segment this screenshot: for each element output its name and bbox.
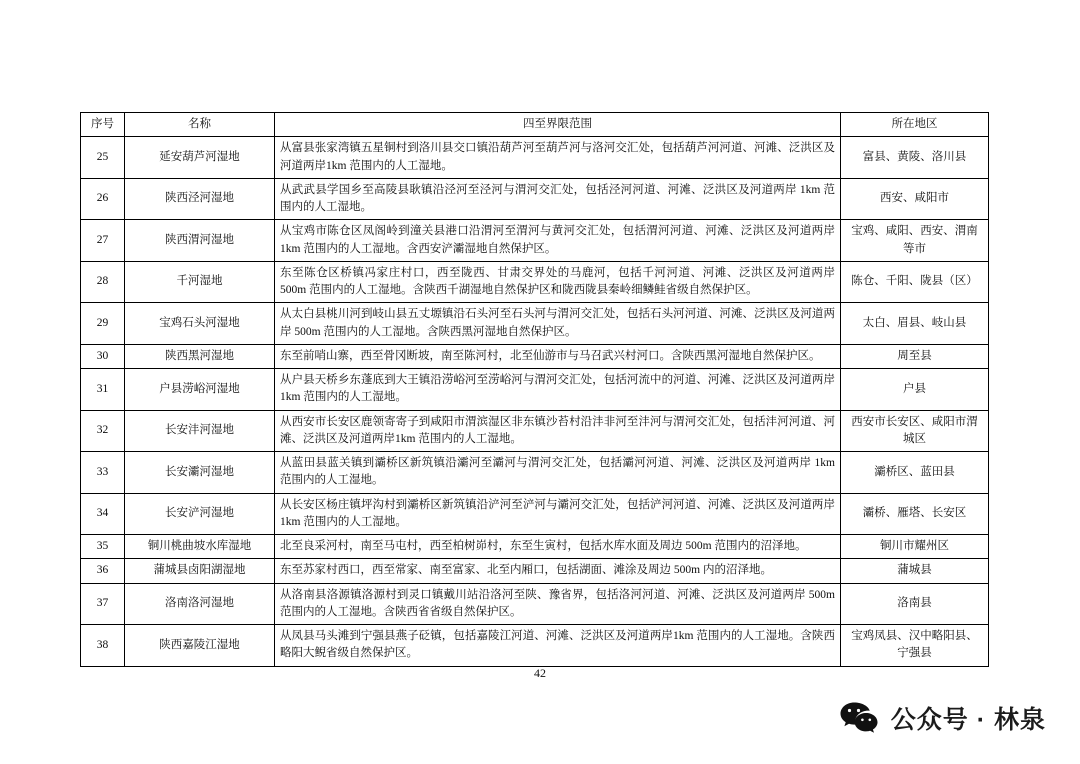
table-row <box>81 583 989 625</box>
row-name: 陕西黑河湿地 <box>125 344 275 368</box>
table-row <box>81 493 989 535</box>
row-area: 宝鸡凤县、汉中略阳县、宁强县 <box>841 625 989 667</box>
row-area: 富县、黄陵、洛川县 <box>841 137 989 179</box>
row-range: 东至前哨山寨，西至骨冈断坡，南至陈河村，北至仙游市与马召武兴村河口。含陕西黑河湿地自然保护区。 <box>275 344 841 368</box>
row-area: 太白、眉县、岐山县 <box>841 303 989 345</box>
row-area: 西安、咸阳市 <box>841 178 989 220</box>
row-name: 长安浐河湿地 <box>125 493 275 535</box>
row-no: 28 <box>81 261 125 303</box>
row-no: 31 <box>81 369 125 411</box>
watermark-text: 公众号 · 林泉 <box>890 706 1046 734</box>
row-name: 陕西泾河湿地 <box>125 178 275 220</box>
row-range: 从富县张家湾镇五星铜村到洛川县交口镇沿葫芦河至葫芦河与洛河交汇处，包括葫芦河河道、河滩、泛洪区及河道两岸1km 范围内的人工湿地。 <box>275 137 841 179</box>
table-row <box>81 303 989 345</box>
row-name: 陕西嘉陵江湿地 <box>125 625 275 667</box>
table-row <box>81 261 989 303</box>
table-row <box>81 369 989 411</box>
table-row <box>81 535 989 559</box>
row-area: 西安市长安区、咸阳市渭城区 <box>841 410 989 452</box>
row-area: 宝鸡、咸阳、西安、渭南等市 <box>841 220 989 262</box>
wetland-table <box>80 112 989 667</box>
row-no: 26 <box>81 178 125 220</box>
page-number: 42 <box>534 666 546 680</box>
table-row <box>81 137 989 179</box>
row-area: 洛南县 <box>841 583 989 625</box>
row-area: 蒲城县 <box>841 559 989 583</box>
row-no: 37 <box>81 583 125 625</box>
row-range: 从长安区杨庄镇坪沟村到灞桥区新筑镇沿浐河至浐河与灞河交汇处，包括浐河河道、河滩、泛洪区及河道两岸 1km 范围内的人工湿地。 <box>275 493 841 535</box>
row-no: 25 <box>81 137 125 179</box>
row-no: 27 <box>81 220 125 262</box>
row-name: 铜川桃曲坡水库湿地 <box>125 535 275 559</box>
row-range: 从凤县马头滩到宁强县燕子砭镇，包括嘉陵江河道、河滩、泛洪区及河道两岸1km 范围内的人工湿地。含陕西略阳大鲵省级自然保护区。 <box>275 625 841 667</box>
header-area: 所在地区 <box>841 113 989 137</box>
table-row <box>81 452 989 494</box>
row-area: 铜川市耀州区 <box>841 535 989 559</box>
header-no: 序号 <box>81 113 125 137</box>
wechat-logo <box>839 701 879 735</box>
row-range: 从西安市长安区鹿领寄寄子到咸阳市渭滨湿区非东镇沙苔村沿沣非河至沣河与渭河交汇处，包括沣河河道、河滩、泛洪区及河道两岸1km 范围内的人工湿地。 <box>275 410 841 452</box>
row-name: 延安葫芦河湿地 <box>125 137 275 179</box>
row-no: 34 <box>81 493 125 535</box>
row-area: 灞桥区、蓝田县 <box>841 452 989 494</box>
row-range: 从户县天桥乡东蓬底到大王镇沿涝峪河至涝峪河与渭河交汇处，包括河流中的河道、河滩、泛洪区及河道两岸 1km 范围内的人工湿地。 <box>275 369 841 411</box>
header-range: 四至界限范围 <box>275 113 841 137</box>
table-row <box>81 625 989 667</box>
row-no: 35 <box>81 535 125 559</box>
row-no: 38 <box>81 625 125 667</box>
row-range: 从洛南县洛源镇洛源村到灵口镇戴川站沿洛河至陕、豫省界，包括洛河河道、河滩、泛洪区及河道两岸 500m 范围内的人工湿地。含陕西省省级自然保护区。 <box>275 583 841 625</box>
row-range: 东至苏家村西口，西至常家、南至富家、北至内厢口，包括湖面、滩涂及周边 500m 内的沼泽地。 <box>275 559 841 583</box>
row-name: 户县涝峪河湿地 <box>125 369 275 411</box>
row-name: 长安灞河湿地 <box>125 452 275 494</box>
row-area: 陈仓、千阳、陇县（区） <box>841 261 989 303</box>
row-no: 32 <box>81 410 125 452</box>
row-name: 千河湿地 <box>125 261 275 303</box>
row-range: 从太白县桃川河到岐山县五丈塬镇沿石头河至石头河与渭河交汇处，包括石头河河道、河滩、泛洪区及河道两岸 500m 范围内的人工湿地。含陕西黑河湿地自然保护区。 <box>275 303 841 345</box>
row-name: 蒲城县卤阳湖湿地 <box>125 559 275 583</box>
row-name: 洛南洛河湿地 <box>125 583 275 625</box>
wetland-table-container <box>80 112 988 667</box>
row-name: 长安沣河湿地 <box>125 410 275 452</box>
row-range: 从武武县学国乡至高陵县耿镇沿泾河至泾河与渭河交汇处，包括泾河河道、河滩、泛洪区及河道两岸 1km 范围内的人工湿地。 <box>275 178 841 220</box>
row-name: 宝鸡石头河湿地 <box>125 303 275 345</box>
table-row <box>81 178 989 220</box>
watermark <box>839 700 1046 736</box>
row-area: 周至县 <box>841 344 989 368</box>
table-header-row <box>81 113 989 137</box>
header-name: 名称 <box>125 113 275 137</box>
row-no: 29 <box>81 303 125 345</box>
table-row <box>81 559 989 583</box>
row-range: 从宝鸡市陈仓区凤阁岭到潼关县港口沿渭河至渭河与黄河交汇处，包括渭河河道、河滩、泛洪区及河道两岸 1km 范围内的人工湿地。含西安浐灞湿地自然保护区。 <box>275 220 841 262</box>
row-no: 36 <box>81 559 125 583</box>
row-no: 33 <box>81 452 125 494</box>
row-area: 户县 <box>841 369 989 411</box>
row-range: 东至陈仓区桥镇冯家庄村口，西至陇西、甘肃交界处的马鹿河，包括千河河道、河滩、泛洪区及河道两岸 500m 范围内的人工湿地。含陕西千湖湿地自然保护区和陇西陇县秦岭细鳞鲑省级自然保护区。 <box>275 261 841 303</box>
row-range: 从蓝田县蓝关镇到灞桥区新筑镇沿灞河至灞河与渭河交汇处，包括灞河河道、河滩、泛洪区及河道两岸 1km 范围内的人工湿地。 <box>275 452 841 494</box>
row-name: 陕西渭河湿地 <box>125 220 275 262</box>
table-row <box>81 410 989 452</box>
row-range: 北至良采河村，南至马屯村，西至柏树峁村，东至生寅村，包括水库水面及周边 500m 范围内的沼泽地。 <box>275 535 841 559</box>
table-row <box>81 344 989 368</box>
table-row <box>81 220 989 262</box>
row-no: 30 <box>81 344 125 368</box>
row-area: 灞桥、雁塔、长安区 <box>841 493 989 535</box>
